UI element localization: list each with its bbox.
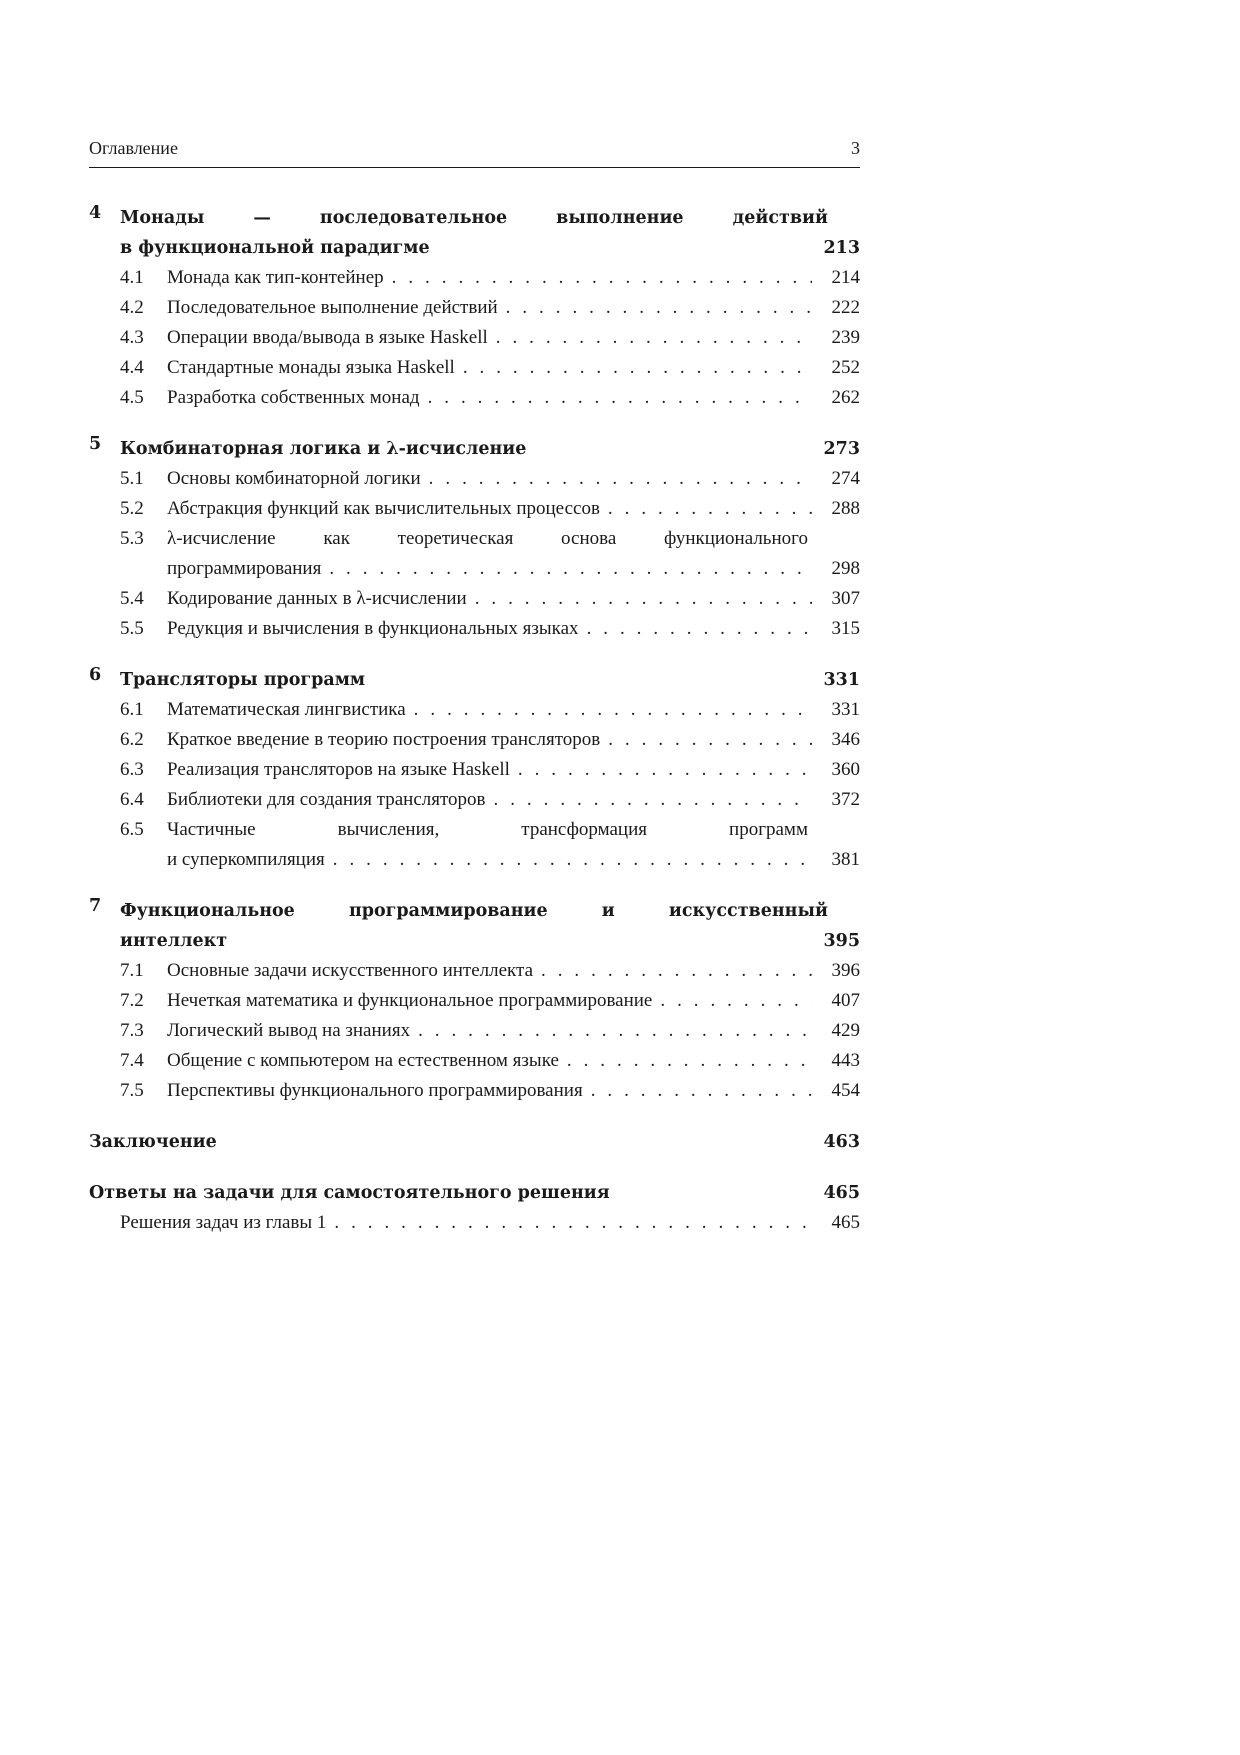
toc-section[interactable]: [89, 815, 860, 845]
chapter-title-word: Функциональное: [120, 901, 295, 921]
chapter-title-word: программирование: [348, 901, 548, 921]
toc-chapter-7: [89, 896, 860, 1106]
section-title: Математическая лингвистика: [167, 699, 406, 720]
chapter-title-word: Монады: [120, 208, 205, 228]
section-title: Абстракция функций как вычислительных процессов: [167, 498, 600, 519]
toc-section[interactable]: [89, 695, 860, 725]
chapter-title-word: искусственный: [668, 901, 828, 921]
chapter-heading[interactable]: [89, 896, 860, 956]
section-page: 315: [831, 618, 860, 639]
toc-section[interactable]: [89, 383, 860, 413]
chapter-heading[interactable]: [89, 665, 860, 695]
section-page: 454: [831, 1080, 860, 1101]
section-number: 4.2: [120, 297, 144, 318]
section-page: 298: [831, 558, 860, 579]
chapter-page: 395: [823, 931, 860, 951]
section-number: 7.2: [120, 990, 144, 1011]
chapter-number: 6: [89, 665, 102, 685]
section-title-word: λ-исчисление: [167, 528, 276, 549]
section-number: 7.3: [120, 1020, 144, 1041]
chapter-title-line: [89, 1178, 860, 1208]
section-title: Краткое введение в теорию построения трансляторов: [167, 729, 601, 750]
toc-answers: [89, 1178, 860, 1238]
toc-chapter-5: [89, 434, 860, 644]
toc-section[interactable]: [89, 614, 860, 644]
running-head: [89, 138, 860, 168]
chapter-title-line: [120, 434, 860, 464]
chapter-number: 7: [89, 896, 102, 916]
section-page: 214: [831, 267, 860, 288]
dot-leader: [463, 353, 812, 383]
section-number: 6.5: [120, 819, 144, 840]
section-title: Операции ввода/вывода в языке Haskell: [167, 327, 488, 348]
dot-leader: [660, 986, 812, 1016]
section-number: 4.3: [120, 327, 144, 348]
section-page: 407: [831, 990, 860, 1011]
dot-leader: [591, 1076, 812, 1106]
chapter-title-line: [89, 1127, 860, 1157]
section-page: 346: [831, 729, 860, 750]
chapter-title-word: действий: [732, 208, 828, 228]
chapter-title-word: интеллект: [120, 931, 228, 951]
section-number: 4.5: [120, 387, 144, 408]
section-page: 443: [831, 1050, 860, 1071]
chapter-page: 331: [823, 670, 860, 690]
chapter-title-word: и: [601, 901, 615, 921]
chapter-title-line: [120, 233, 860, 263]
section-page: 262: [831, 387, 860, 408]
toc-section[interactable]: [89, 323, 860, 353]
section-page: 252: [831, 357, 860, 378]
section-title-word: как: [323, 528, 350, 549]
section-number: 7.4: [120, 1050, 144, 1071]
chapter-heading[interactable]: [89, 434, 860, 464]
dot-leader: [475, 584, 812, 614]
section-title: Общение с компьютером на естественном языке: [167, 1050, 559, 1071]
chapter-page: 465: [823, 1183, 860, 1203]
toc-section[interactable]: [89, 785, 860, 815]
toc-section[interactable]: [89, 293, 860, 323]
section-title-word: вычисления,: [337, 819, 440, 840]
dot-leader: [518, 755, 812, 785]
chapter-title-line: [120, 665, 860, 695]
section-page: 396: [831, 960, 860, 981]
chapter-heading[interactable]: [89, 1178, 860, 1208]
toc-section[interactable]: [89, 725, 860, 755]
section-title-word: Частичные: [167, 819, 256, 840]
section-title-word: основа: [561, 528, 617, 549]
section-page: 288: [831, 498, 860, 519]
toc-section[interactable]: [89, 986, 860, 1016]
section-number: 5.4: [120, 588, 144, 609]
toc-chapter-4: [89, 203, 860, 413]
section-number: 4.4: [120, 357, 144, 378]
chapter-title: Ответы на задачи для самостоятельного решения: [89, 1183, 610, 1203]
section-title: Реализация трансляторов на языке Haskell: [167, 759, 510, 780]
section-number: 5.5: [120, 618, 144, 639]
dot-leader: [429, 464, 812, 494]
section-title: Последовательное выполнение действий: [167, 297, 498, 318]
section-number: 5.2: [120, 498, 144, 519]
section-title: Решения задач из главы 1: [120, 1212, 327, 1233]
chapter-title: Заключение: [89, 1132, 217, 1152]
chapter-page: 463: [823, 1132, 860, 1152]
dot-leader: [334, 1208, 812, 1238]
section-page: 222: [831, 297, 860, 318]
toc-chapter-6: [89, 665, 860, 875]
chapter-title-word: —: [253, 208, 271, 228]
chapter-title-line: [120, 203, 860, 233]
dot-leader: [608, 494, 812, 524]
section-page: 429: [831, 1020, 860, 1041]
toc-section[interactable]: [89, 1076, 860, 1106]
section-number: 4.1: [120, 267, 144, 288]
dot-leader: [567, 1046, 812, 1076]
chapter-heading[interactable]: [89, 1127, 860, 1157]
section-title-line: [167, 524, 860, 554]
section-title: Кодирование данных в λ-исчислении: [167, 588, 467, 609]
dot-leader: [587, 614, 812, 644]
dot-leader: [418, 1016, 812, 1046]
section-number: 6.2: [120, 729, 144, 750]
toc-section[interactable]: [89, 263, 860, 293]
section-title-word: трансформация: [521, 819, 648, 840]
chapter-number: 5: [89, 434, 102, 454]
chapter-title: Трансляторы программ: [120, 670, 366, 690]
toc-section[interactable]: [89, 524, 860, 554]
toc-section[interactable]: [89, 464, 860, 494]
section-page: 465: [831, 1212, 860, 1233]
dot-leader: [506, 293, 812, 323]
running-head-title: Оглавление: [89, 138, 178, 158]
chapter-number: 4: [89, 203, 102, 223]
chapter-page: 273: [823, 439, 860, 459]
dot-leader: [496, 323, 812, 353]
dot-leader: [414, 695, 812, 725]
chapter-heading[interactable]: [89, 203, 860, 263]
section-number: 6.4: [120, 789, 144, 810]
section-number: 6.3: [120, 759, 144, 780]
section-title: Нечеткая математика и функциональное программирование: [167, 990, 653, 1011]
chapter-title-word: в функциональной парадигме: [120, 238, 430, 258]
chapter-title-word: последовательное: [319, 208, 508, 228]
section-title: Стандартные монады языка Haskell: [167, 357, 455, 378]
section-page: 239: [831, 327, 860, 348]
toc-section[interactable]: [89, 1046, 860, 1076]
toc-section[interactable]: [89, 1016, 860, 1046]
section-page: 372: [831, 789, 860, 810]
toc-section-continuation[interactable]: [89, 845, 860, 875]
section-title: Редукция и вычисления в функциональных языках: [167, 618, 579, 639]
dot-leader: [494, 785, 812, 815]
chapter-title: Комбинаторная логика и λ-исчисление: [120, 439, 527, 459]
section-number: 5.1: [120, 468, 144, 489]
toc-section[interactable]: [89, 755, 860, 785]
chapter-title-word: выполнение: [556, 208, 684, 228]
dot-leader: [392, 263, 812, 293]
section-page: 360: [831, 759, 860, 780]
section-title-line: [167, 815, 860, 845]
toc-section[interactable]: [89, 584, 860, 614]
toc-section[interactable]: [120, 1208, 860, 1238]
section-page: 331: [831, 699, 860, 720]
dot-leader: [541, 956, 812, 986]
section-number: 6.1: [120, 699, 144, 720]
section-title: программирования: [167, 558, 322, 579]
section-title: Перспективы функционального программирования: [167, 1080, 583, 1101]
page-number: 3: [851, 138, 860, 158]
dot-leader: [608, 725, 812, 755]
section-page: 381: [831, 849, 860, 870]
section-number: 7.5: [120, 1080, 144, 1101]
dot-leader: [333, 845, 812, 875]
toc-section-continuation[interactable]: [89, 554, 860, 584]
toc-conclusion: [89, 1127, 860, 1157]
toc-section[interactable]: [89, 494, 860, 524]
section-title: Логический вывод на знаниях: [167, 1020, 411, 1041]
dot-leader: [329, 554, 812, 584]
section-title-word: функционального: [663, 528, 808, 549]
section-page: 274: [831, 468, 860, 489]
chapter-title-line: [120, 896, 860, 926]
section-title: Основные задачи искусственного интеллекта: [167, 960, 534, 981]
section-number: 7.1: [120, 960, 144, 981]
section-title: Основы комбинаторной логики: [167, 468, 421, 489]
section-title: Монада как тип-контейнер: [167, 267, 384, 288]
toc-section[interactable]: [89, 353, 860, 383]
section-number: 5.3: [120, 528, 144, 549]
section-title: и суперкомпиляция: [167, 849, 325, 870]
chapter-title-line: [120, 926, 860, 956]
section-page: 307: [831, 588, 860, 609]
dot-leader: [428, 383, 812, 413]
table-of-contents: [89, 203, 860, 1259]
chapter-page: 213: [823, 238, 860, 258]
section-title-word: программ: [729, 819, 808, 840]
toc-section[interactable]: [89, 956, 860, 986]
section-title-word: теоретическая: [397, 528, 514, 549]
section-title: Библиотеки для создания трансляторов: [167, 789, 486, 810]
section-title: Разработка собственных монад: [167, 387, 420, 408]
